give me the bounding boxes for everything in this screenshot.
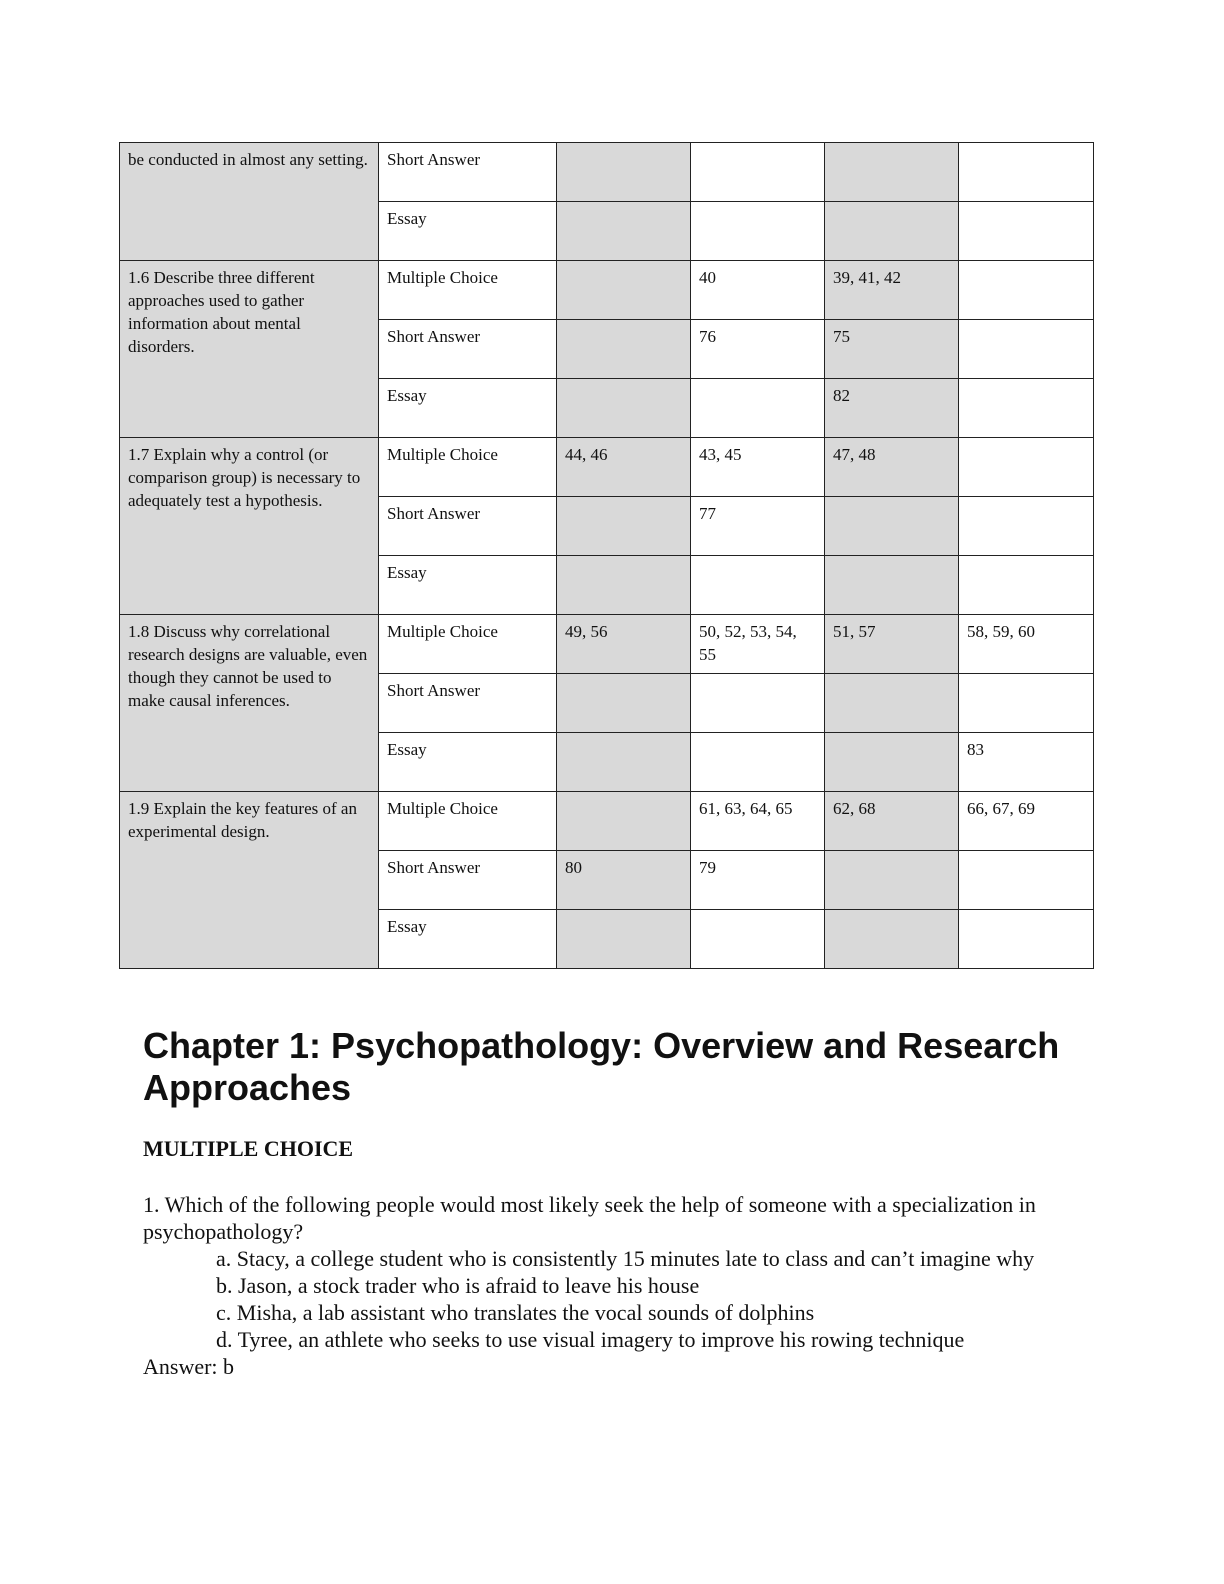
table-cell: 79	[691, 851, 825, 910]
table-cell: 44, 46	[557, 438, 691, 497]
question-type: Short Answer	[379, 143, 557, 202]
answer-option: d. Tyree, an athlete who seeks to use visual imagery to improve his rowing technique	[216, 1327, 965, 1352]
question-text: 1. Which of the following people would most likely seek the help of someone with a specialization in psychopathology?	[143, 1192, 1036, 1244]
table-cell: 82	[825, 379, 959, 438]
table-cell	[557, 910, 691, 969]
table-cell	[691, 733, 825, 792]
table-cell	[959, 320, 1094, 379]
table-cell: 66, 67, 69	[959, 792, 1094, 851]
table-cell	[825, 733, 959, 792]
table-cell	[959, 143, 1094, 202]
question-type: Short Answer	[379, 497, 557, 556]
answer-options	[143, 1245, 1063, 1353]
answer-option: a. Stacy, a college student who is consistently 15 minutes late to class and can’t imagine why	[216, 1246, 1035, 1271]
question-block	[143, 1191, 1063, 1380]
table-cell	[691, 674, 825, 733]
table-cell	[557, 733, 691, 792]
question-type: Essay	[379, 733, 557, 792]
table-cell: 75	[825, 320, 959, 379]
chapter-title: Chapter 1: Psychopathology: Overview and Research Approaches	[143, 1025, 1060, 1108]
table-cell	[557, 202, 691, 261]
table-row	[120, 143, 1094, 202]
table-cell: 50, 52, 53, 54, 55	[691, 615, 825, 674]
table-cell	[557, 792, 691, 851]
question-type: Short Answer	[379, 320, 557, 379]
table-row	[120, 438, 1094, 497]
table-cell	[959, 556, 1094, 615]
learning-objective: 1.6 Describe three different approaches used to gather information about mental disorders.	[120, 261, 379, 438]
table-cell	[825, 910, 959, 969]
table-cell	[825, 497, 959, 556]
table-cell	[557, 320, 691, 379]
table-body	[120, 143, 1094, 969]
answer-option: c. Misha, a lab assistant who translates the vocal sounds of dolphins	[216, 1300, 815, 1325]
learning-objective: be conducted in almost any setting.	[120, 143, 379, 261]
learning-objective: 1.8 Discuss why correlational research designs are valuable, even though they cannot be used to make causal inferences.	[120, 615, 379, 792]
table-cell	[825, 556, 959, 615]
table-cell	[825, 851, 959, 910]
table-cell: 39, 41, 42	[825, 261, 959, 320]
table-row	[120, 615, 1094, 674]
question-type: Short Answer	[379, 851, 557, 910]
table-cell	[959, 497, 1094, 556]
table-cell	[557, 379, 691, 438]
question-type: Short Answer	[379, 674, 557, 733]
table-cell	[557, 261, 691, 320]
question-type: Multiple Choice	[379, 615, 557, 674]
table-row	[120, 261, 1094, 320]
table-cell	[959, 379, 1094, 438]
table-cell: 49, 56	[557, 615, 691, 674]
table-cell: 83	[959, 733, 1094, 792]
table-cell	[691, 379, 825, 438]
table-cell	[691, 556, 825, 615]
table-cell	[691, 910, 825, 969]
table-cell	[557, 556, 691, 615]
table-cell	[959, 851, 1094, 910]
question-type: Essay	[379, 556, 557, 615]
table-cell: 40	[691, 261, 825, 320]
question-type: Multiple Choice	[379, 792, 557, 851]
table-cell: 62, 68	[825, 792, 959, 851]
table-cell	[959, 438, 1094, 497]
table-row	[120, 792, 1094, 851]
table-cell: 43, 45	[691, 438, 825, 497]
question-type: Essay	[379, 910, 557, 969]
table-cell	[959, 910, 1094, 969]
answer-key: Answer: b	[143, 1354, 235, 1379]
table-cell: 58, 59, 60	[959, 615, 1094, 674]
table-cell: 61, 63, 64, 65	[691, 792, 825, 851]
question-type: Essay	[379, 379, 557, 438]
table-cell	[557, 497, 691, 556]
table-cell: 47, 48	[825, 438, 959, 497]
question-type: Multiple Choice	[379, 438, 557, 497]
table-cell: 80	[557, 851, 691, 910]
table-cell	[959, 202, 1094, 261]
table-cell: 76	[691, 320, 825, 379]
table-cell: 77	[691, 497, 825, 556]
table-cell	[959, 674, 1094, 733]
table-cell	[691, 202, 825, 261]
table-cell	[557, 674, 691, 733]
table-cell	[825, 202, 959, 261]
test-item-table	[119, 142, 1094, 969]
table-cell	[959, 261, 1094, 320]
table-cell	[691, 143, 825, 202]
learning-objective: 1.9 Explain the key features of an experimental design.	[120, 792, 379, 969]
learning-objective: 1.7 Explain why a control (or comparison group) is necessary to adequately test a hypothesis.	[120, 438, 379, 615]
table-cell: 51, 57	[825, 615, 959, 674]
table-cell	[825, 143, 959, 202]
question-type: Essay	[379, 202, 557, 261]
answer-option: b. Jason, a stock trader who is afraid to leave his house	[216, 1273, 700, 1298]
question-type: Multiple Choice	[379, 261, 557, 320]
table-cell	[825, 674, 959, 733]
table-cell	[557, 143, 691, 202]
section-heading: MULTIPLE CHOICE	[143, 1136, 354, 1161]
